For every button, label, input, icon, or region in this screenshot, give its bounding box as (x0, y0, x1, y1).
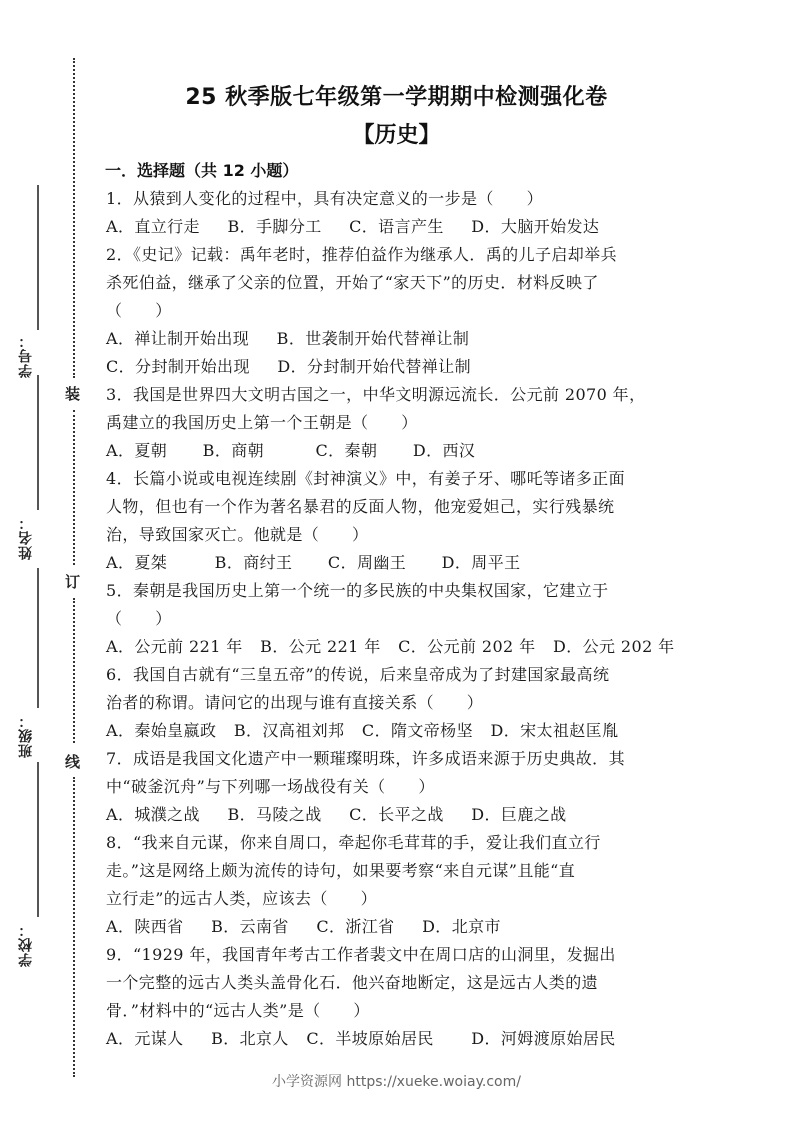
option-row (106, 353, 696, 381)
question-3 (106, 381, 696, 465)
option-c: C．周幽王 (327, 553, 407, 572)
option-b: B．公元 221 年 (260, 637, 381, 656)
option-row (106, 549, 696, 577)
option-b: B．世袭制开始代替禅让制 (276, 329, 470, 348)
question-text: 4．长篇小说或电视连续剧《封神演义》中，有姜子牙、哪吒等诸多正面 (106, 469, 625, 488)
question-text: 9．“1929 年，我国青年考古工作者裴文中在周口店的山洞里，发掘出 (106, 945, 616, 964)
seal-dotted-line (73, 598, 75, 743)
question-text: 一个完整的远古人类头盖骨化石．他兴奋地断定，这是远古人类的遗 (106, 973, 599, 992)
exam-title: 25 秋季版七年级第一学期期中检测强化卷 (185, 85, 608, 110)
section-heading: 一．选择题（共 12 小题） (105, 161, 299, 180)
option-a: A．秦始皇嬴政 (106, 721, 217, 740)
option-d: D．宋太祖赵匡胤 (490, 721, 619, 740)
option-a: A．元谋人 (106, 1029, 184, 1048)
question-8 (106, 829, 696, 941)
question-list (106, 185, 696, 1053)
class-label: 班级： (18, 713, 34, 758)
option-row (106, 1025, 696, 1053)
option-a: A．夏朝 (106, 441, 168, 460)
seal-char-xian: 线 (65, 753, 81, 771)
seal-char-zhuang: 装 (65, 385, 81, 403)
student-id-label: 学号： (18, 333, 34, 378)
option-d: D．周平王 (441, 553, 521, 572)
option-b: B．商朝 (202, 441, 265, 460)
question-1 (106, 185, 696, 241)
question-text: 5．秦朝是我国历史上第一个统一的多民族的中央集权国家，它建立于 (106, 581, 609, 600)
option-c: C．公元前 202 年 (398, 637, 536, 656)
option-d: D．巨鹿之战 (471, 805, 567, 824)
question-text: 禹建立的我国历史上第一个王朝是（ ） (106, 413, 418, 432)
question-text: 3．我国是世界四大文明古国之一，中华文明源远流长．公元前 2070 年， (106, 385, 646, 404)
option-d: D．分封制开始代替禅让制 (277, 357, 471, 376)
option-row (106, 913, 696, 941)
option-c: C．隋文帝杨坚 (361, 721, 473, 740)
option-d: D．大脑开始发达 (471, 217, 600, 236)
field-line (37, 375, 39, 510)
option-row (106, 325, 696, 353)
question-text: 中“破釜沉舟”与下列哪一场战役有关（ ） (106, 777, 435, 796)
seal-dotted-line (73, 410, 75, 565)
question-text: 走。”这是网络上颇为流传的诗句，如果要考察“来自元谋”且能“直 (106, 861, 576, 880)
name-label: 姓名： (18, 515, 34, 560)
seal-char-ding: 订 (65, 573, 81, 591)
question-text: 杀死伯益，继承了父亲的位置，开始了“家天下”的历史．材料反映了 (106, 273, 599, 292)
option-a: A．公元前 221 年 (106, 637, 243, 656)
field-line (37, 568, 39, 708)
question-6 (106, 661, 696, 745)
question-text: 2．《史记》记载：禹年老时，推荐伯益作为继承人．禹的儿子启却举兵 (106, 245, 617, 264)
option-a: A．直立行走 (106, 217, 200, 236)
option-d: D．河姆渡原始居民 (471, 1029, 616, 1048)
option-a: A．禅让制开始出现 (106, 329, 250, 348)
footer-watermark: 小学资源网 https://xueke.woiay.com/ (272, 1074, 521, 1090)
option-a: A．夏桀 (106, 553, 168, 572)
field-line (37, 762, 39, 917)
option-b: B．商纣王 (214, 553, 293, 572)
option-b: B．北京人 (211, 1029, 289, 1048)
question-text: 骨．”材料中的“远古人类”是（ ） (106, 1001, 370, 1020)
question-text: （ ） (106, 609, 172, 628)
question-text: 治者的称谓。请问它的出现与谁有直接关系（ ） (106, 693, 484, 712)
question-text: 1．从猿到人变化的过程中，具有决定意义的一步是（ ） (106, 189, 543, 208)
question-7 (106, 745, 696, 829)
question-9 (106, 941, 696, 1053)
option-d: D．公元 202 年 (553, 637, 675, 656)
option-d: D．北京市 (422, 917, 501, 936)
seal-dotted-line (73, 777, 75, 1077)
question-text: 立行走”的远古人类，应该去（ ） (106, 889, 377, 908)
question-text: （ ） (106, 301, 172, 320)
option-row (106, 717, 696, 745)
option-c: C．浙江省 (316, 917, 395, 936)
question-text: 人物，但也有一个作为著名暴君的反面人物，他宠爱妲己，实行残暴统 (106, 497, 615, 516)
option-row (106, 437, 696, 465)
question-4 (106, 465, 696, 577)
exam-subject: 【历史】 (352, 123, 441, 148)
option-c: C．语言产生 (349, 217, 444, 236)
question-text: 治，导致国家灭亡。他就是（ ） (106, 525, 369, 544)
question-5 (106, 577, 696, 661)
option-a: A．陕西省 (106, 917, 184, 936)
option-row (106, 633, 696, 661)
question-text: 8．“我来自元谋，你来自周口，牵起你毛茸茸的手，爱让我们直立行 (106, 833, 601, 852)
question-2 (106, 241, 696, 381)
option-d: D．西汉 (412, 441, 476, 460)
question-text: 7．成语是我国文化遗产中一颗璀璨明珠，许多成语来源于历史典故．其 (106, 749, 625, 768)
school-label: 学校： (18, 922, 34, 967)
option-c: C．秦朝 (315, 441, 378, 460)
option-b: B．云南省 (211, 917, 289, 936)
option-row (106, 801, 696, 829)
option-c: C．长平之战 (349, 805, 444, 824)
option-a: A．城濮之战 (106, 805, 200, 824)
option-c: C．半坡原始居民 (306, 1029, 434, 1048)
option-b: B．手脚分工 (227, 217, 322, 236)
option-row (106, 213, 696, 241)
question-text: 6．我国自古就有“三皇五帝”的传说，后来皇帝成为了封建国家最高统 (106, 665, 610, 684)
option-b: B．马陵之战 (227, 805, 322, 824)
field-line (37, 185, 39, 330)
option-c: C．分封制开始出现 (106, 357, 250, 376)
option-b: B．汉高祖刘邦 (233, 721, 345, 740)
